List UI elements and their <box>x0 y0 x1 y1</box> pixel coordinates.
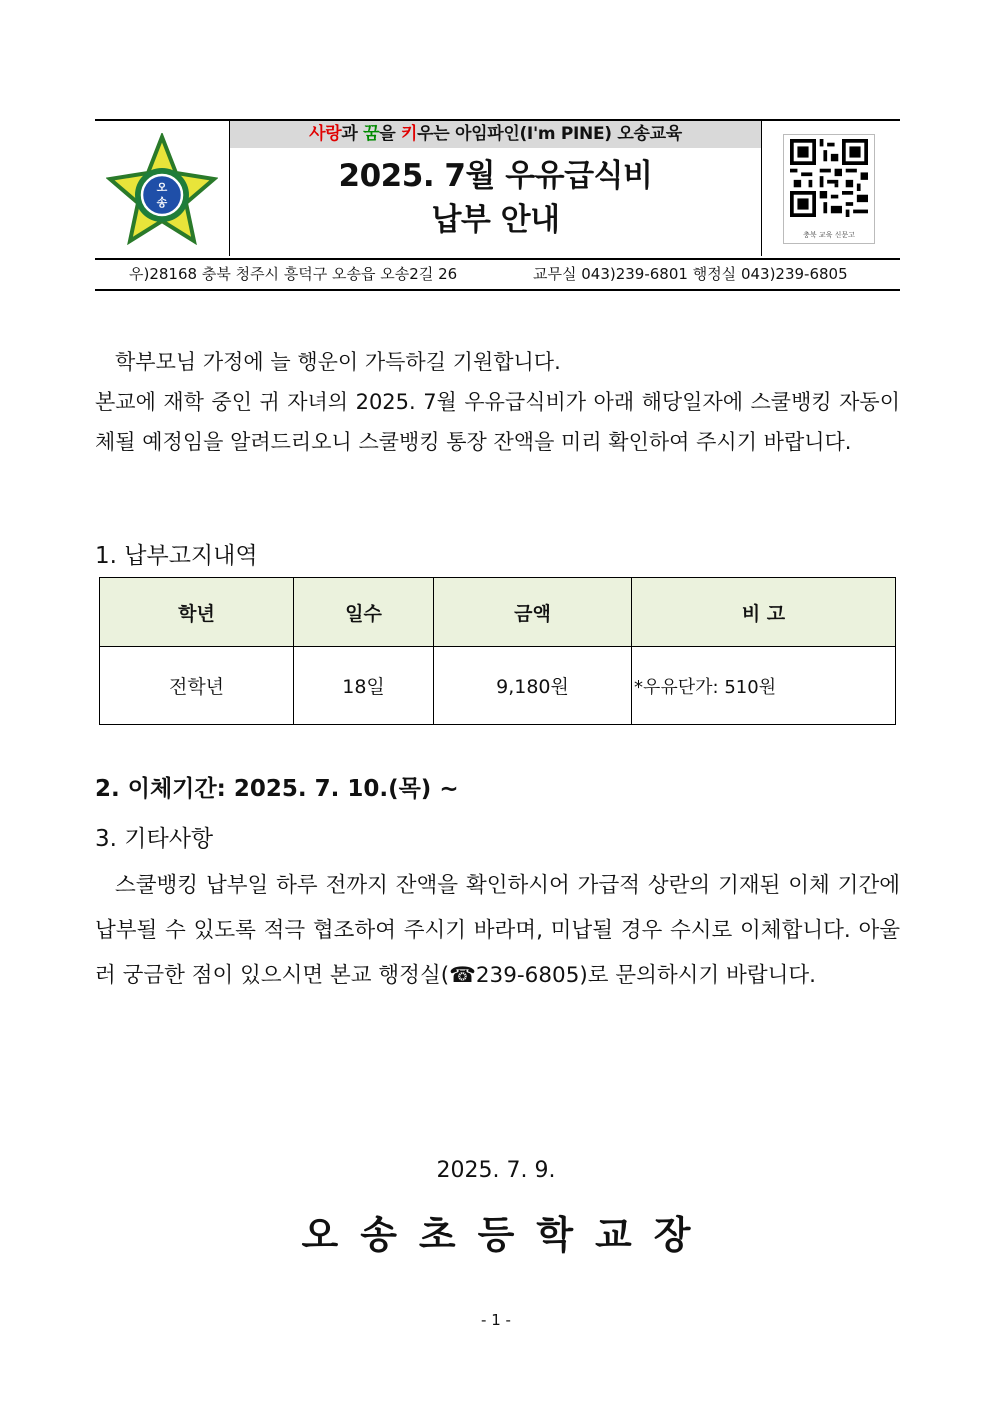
page-number: - 1 - <box>481 1311 511 1329</box>
letterhead <box>95 119 900 291</box>
section-1-heading: 1. 납부고지내역 <box>95 543 258 569</box>
section-2-heading: 2. 이체기간: 2025. 7. 10.(목) ~ <box>95 776 459 802</box>
slogan-word-love: 사랑 <box>309 124 342 144</box>
school-phones: 교무실 043)239-6801 행정실 043)239-6805 <box>533 265 848 283</box>
principal-signature: 오송초등학교장 <box>301 1213 713 1257</box>
logo-text-top: 오 <box>156 181 168 194</box>
column-header-note: 비 고 <box>632 578 896 647</box>
school-logo-cell <box>95 121 230 256</box>
section-3-heading: 3. 기타사항 <box>95 826 214 852</box>
qr-caption: 충북 교육 신문고 <box>803 231 855 239</box>
slogan-word-grow: 키 <box>400 124 418 144</box>
school-emblem-icon <box>106 133 218 245</box>
slogan-text: 과 <box>341 124 364 144</box>
document-title <box>230 154 761 242</box>
section-3-paragraph: 스쿨뱅킹 납부일 하루 전까지 잔액을 확인하시어 가급적 상란의 기재된 이체 기간에 납부될 수 있도록 적극 협조하여 주시기 바라며, 미납될 경우 수시로 이체합니다. 아울러 궁금한 점이 있으시면 본교 행정실(☎239-6805)로 문의하시기 바랍니다. <box>95 873 900 988</box>
slogan-text: 우는 아임파인(I'm PINE) 오송교육 <box>417 124 682 144</box>
qr-cell <box>761 121 901 256</box>
table-header-row <box>100 578 896 647</box>
cell-days: 18일 <box>294 647 434 725</box>
fee-table <box>99 577 896 725</box>
table-row <box>100 647 896 725</box>
qr-code-icon <box>790 139 868 217</box>
school-address: 우)28168 충북 청주시 흥덕구 오송읍 오송2길 26 <box>129 265 458 283</box>
slogan-word-dream: 꿈 <box>363 124 380 144</box>
slogan-text: 을 <box>379 124 401 144</box>
title-line-2: 납부 안내 <box>431 202 560 238</box>
cell-grade: 전학년 <box>100 647 294 725</box>
logo-text-bottom: 송 <box>156 196 168 209</box>
contact-row <box>95 258 900 289</box>
section-3-body <box>95 863 900 998</box>
issue-date: 2025. 7. 9. <box>436 1158 556 1183</box>
column-header-days: 일수 <box>294 578 434 647</box>
qr-code[interactable] <box>783 134 875 244</box>
column-header-amount: 금액 <box>434 578 632 647</box>
cell-note: *우유단가: 510원 <box>632 647 896 725</box>
intro-section <box>95 342 900 462</box>
intro-paragraph: 본교에 재학 중인 귀 자녀의 2025. 7월 우유급식비가 아래 해당일자에 스쿨뱅킹 자동이체될 예정임을 알려드리오니 스쿨뱅킹 통장 잔액을 미리 확인하여 주시기 바랍니다. <box>95 390 900 454</box>
cell-amount: 9,180원 <box>434 647 632 725</box>
title-line-1: 2025. 7월 우유급식비 <box>338 158 653 194</box>
greeting: 학부모님 가정에 늘 행운이 가득하길 기원합니다. <box>115 350 561 374</box>
title-cell <box>230 121 761 256</box>
column-header-grade: 학년 <box>100 578 294 647</box>
slogan-banner <box>230 121 761 148</box>
